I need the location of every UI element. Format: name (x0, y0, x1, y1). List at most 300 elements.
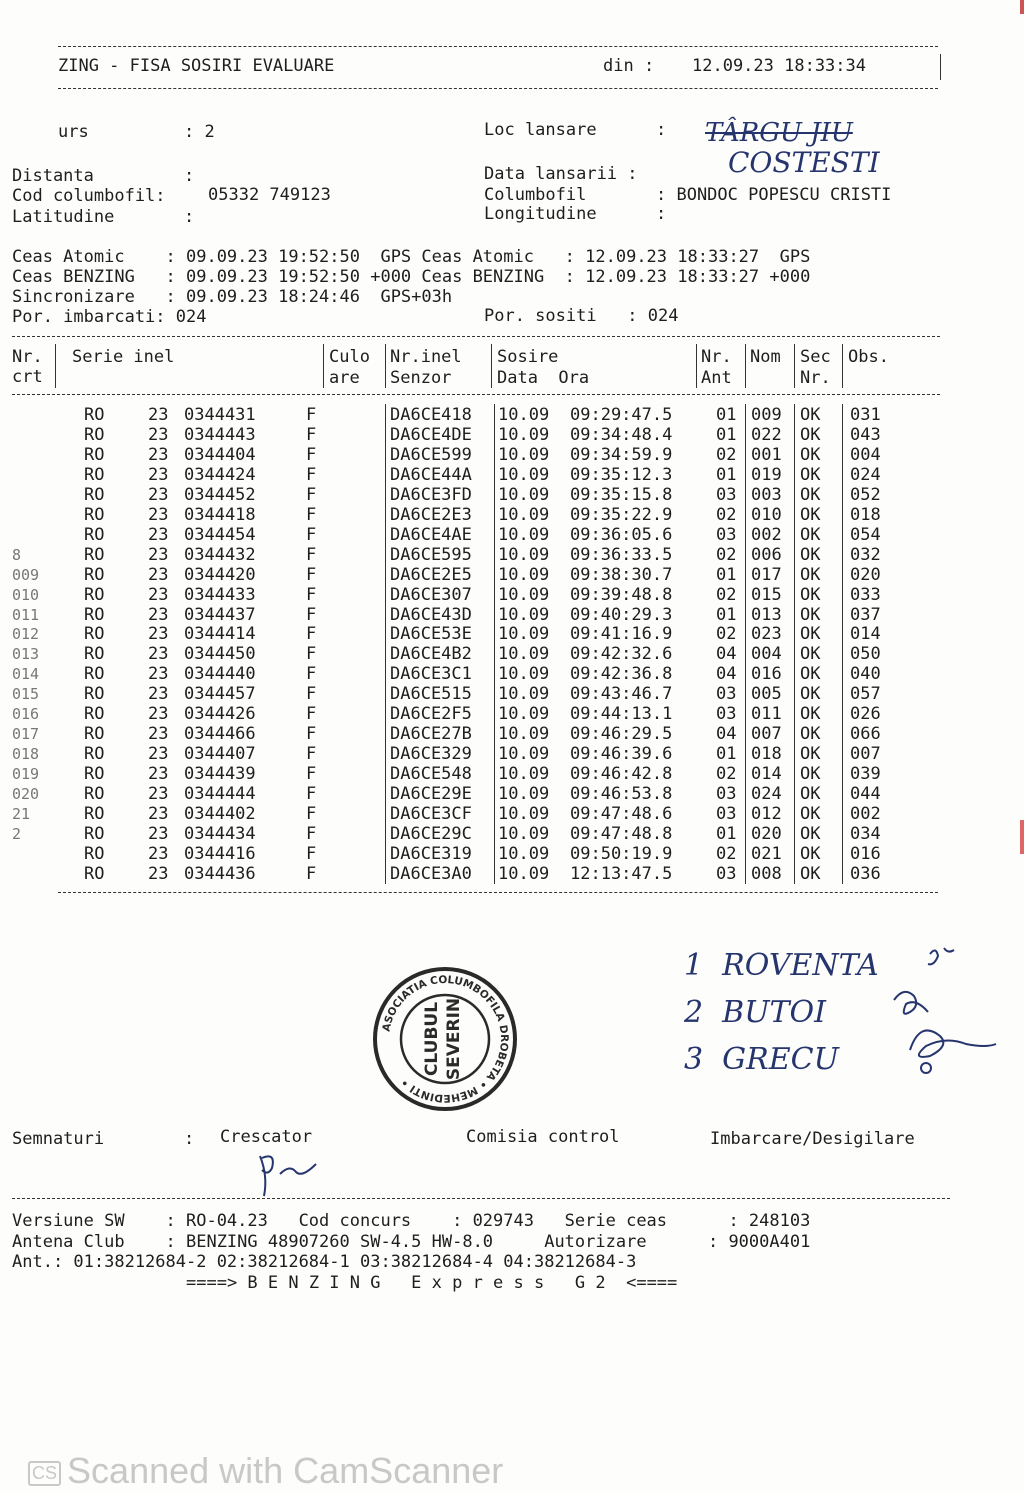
cell-senzor: DA6CE29E (390, 784, 472, 805)
footer-line-4: ====> B E N Z I N G E x p r e s s G 2 <==== (186, 1273, 678, 1293)
cell-obs: 052 (850, 484, 881, 505)
cell-an: 23 (148, 724, 169, 745)
cell-obs: 066 (850, 724, 881, 745)
col-obs-h: Obs. (848, 347, 889, 367)
cell-ora: 09:34:48.4 (570, 424, 673, 445)
table-top-rule (12, 336, 940, 337)
cell-data: 10.09 (498, 544, 550, 565)
cell-obs: 018 (850, 504, 881, 525)
cell-ant: 02 (716, 504, 737, 525)
cell-ora: 09:42:36.8 (570, 664, 673, 685)
cell-tara: RO (84, 704, 105, 725)
cell-obs: 002 (850, 804, 881, 824)
cell-an: 23 (148, 484, 169, 505)
cell-sec: OK (800, 604, 821, 625)
cell-tara: RO (84, 764, 105, 785)
cell-nom: 023 (751, 624, 782, 645)
cell-sec: OK (800, 764, 821, 785)
cell-obs: 050 (850, 644, 881, 665)
cell-nom: 020 (751, 823, 782, 844)
cell-sex: F (306, 524, 317, 545)
concurs-value: : 2 (184, 122, 215, 142)
cell-inel: 0344439 (184, 764, 256, 785)
cell-sex: F (306, 544, 317, 565)
cell-data: 10.09 (498, 843, 550, 864)
cell-obs: 014 (850, 624, 881, 645)
body-sep-nom (745, 404, 746, 884)
cell-ora: 09:47:48.8 (570, 823, 673, 844)
cell-tara: RO (84, 524, 105, 545)
cell-nom: 012 (751, 804, 782, 824)
cell-senzor: DA6CE53E (390, 624, 472, 645)
cell-nom: 004 (751, 644, 782, 665)
cell-obs: 036 (850, 863, 881, 884)
cell-sec: OK (800, 744, 821, 765)
cell-an: 23 (148, 664, 169, 685)
handwritten-signature-notes (880, 930, 1010, 1080)
header-date-value: 12.09.23 18:33:34 (692, 56, 866, 76)
cell-ora: 09:36:05.6 (570, 524, 673, 545)
cell-crt: 019 (12, 765, 40, 784)
cell-tara: RO (84, 684, 105, 705)
cell-sec: OK (800, 644, 821, 665)
cell-inel: 0344407 (184, 744, 256, 765)
cell-data: 10.09 (498, 524, 550, 545)
cell-sec: OK (800, 863, 821, 884)
club-stamp (372, 966, 518, 1112)
cell-ant: 04 (716, 664, 737, 685)
cell-ora: 09:43:46.7 (570, 684, 673, 705)
cell-ora: 09:29:47.5 (570, 405, 673, 425)
cell-senzor: DA6CE4B2 (390, 644, 472, 665)
cell-ant: 03 (716, 784, 737, 805)
cell-nom: 014 (751, 764, 782, 785)
cell-inel: 0344416 (184, 843, 256, 864)
columbofil-value: : BONDOC POPESCU CRISTI (656, 185, 892, 205)
cell-ant: 02 (716, 764, 737, 785)
cell-sec: OK (800, 724, 821, 745)
cell-ora: 09:35:22.9 (570, 504, 673, 525)
footer-line-3: Ant.: 01:38212684-2 02:38212684-1 03:38212684-4 04:38212684-3 (12, 1252, 637, 1272)
cell-sex: F (306, 405, 317, 425)
cell-crt: 014 (12, 665, 40, 684)
cell-obs: 007 (850, 744, 881, 765)
cell-sec: OK (800, 584, 821, 605)
distanta-label: Distanta (12, 166, 94, 186)
cell-sec: OK (800, 564, 821, 585)
edge-mark-middle (1020, 820, 1024, 854)
hdr-sep-4 (491, 344, 492, 388)
cell-senzor: DA6CE2F5 (390, 704, 472, 725)
cell-inel: 0344414 (184, 624, 256, 645)
cell-tara: RO (84, 584, 105, 605)
hdr-sep-8 (842, 344, 843, 388)
clock-row-benzing: Ceas BENZING : 09.09.23 19:52:50 +000 Ceas BENZING : 12.09.23 18:33:27 +000 (12, 267, 811, 287)
hdr-sep-7 (794, 344, 795, 388)
cell-ant: 02 (716, 843, 737, 864)
cell-sex: F (306, 704, 317, 725)
col-serie-inel-h: Serie inel (72, 347, 175, 367)
cell-data: 10.09 (498, 504, 550, 525)
distanta-sep: : (184, 166, 195, 186)
cell-inel: 0344440 (184, 664, 256, 685)
cell-senzor: DA6CE319 (390, 843, 472, 864)
cell-sex: F (306, 604, 317, 625)
cell-ant: 03 (716, 484, 737, 505)
cell-ant: 01 (716, 464, 737, 485)
latitudine-sep: : (184, 207, 195, 227)
cell-an: 23 (148, 684, 169, 705)
cell-crt: 015 (12, 685, 40, 704)
crescator-signature (250, 1146, 330, 1202)
cod-columbofil-label: Cod columbofil: (12, 186, 166, 206)
cell-nom: 021 (751, 843, 782, 864)
cell-an: 23 (148, 823, 169, 844)
cell-an: 23 (148, 504, 169, 525)
cell-sex: F (306, 784, 317, 805)
cell-data: 10.09 (498, 604, 550, 625)
cell-sex: F (306, 484, 317, 505)
cell-data: 10.09 (498, 624, 550, 645)
cell-sex: F (306, 444, 317, 465)
cell-nom: 006 (751, 544, 782, 565)
cell-ant: 04 (716, 644, 737, 665)
cell-data: 10.09 (498, 484, 550, 505)
cell-ora: 09:46:39.6 (570, 744, 673, 765)
cell-an: 23 (148, 843, 169, 864)
cell-crt: 018 (12, 745, 40, 764)
header-right-edge (940, 54, 941, 80)
cell-tara: RO (84, 724, 105, 745)
cell-sec: OK (800, 823, 821, 844)
cell-sec: OK (800, 484, 821, 505)
cell-sex: F (306, 863, 317, 884)
cell-sec: OK (800, 664, 821, 685)
cell-tara: RO (84, 424, 105, 445)
hdr-sep-1 (55, 344, 56, 388)
cell-data: 10.09 (498, 804, 550, 824)
signatures-sep: : (184, 1129, 195, 1149)
cell-nom: 016 (751, 664, 782, 685)
cell-data: 10.09 (498, 764, 550, 785)
cell-nom: 017 (751, 564, 782, 585)
cell-inel: 0344436 (184, 863, 256, 884)
cell-obs: 054 (850, 524, 881, 545)
cell-ant: 03 (716, 684, 737, 705)
cell-crt: 016 (12, 705, 40, 724)
cell-an: 23 (148, 704, 169, 725)
cell-nom: 002 (751, 524, 782, 545)
cell-obs: 034 (850, 823, 881, 844)
cell-senzor: DA6CE3C1 (390, 664, 472, 685)
cell-tara: RO (84, 544, 105, 565)
cell-obs: 033 (850, 584, 881, 605)
cell-obs: 024 (850, 464, 881, 485)
cell-inel: 0344420 (184, 564, 256, 585)
cell-sex: F (306, 684, 317, 705)
cell-an: 23 (148, 524, 169, 545)
cell-sex: F (306, 764, 317, 785)
cell-sec: OK (800, 405, 821, 425)
cell-ora: 09:47:48.6 (570, 804, 673, 824)
latitudine-label: Latitudine (12, 207, 115, 227)
cell-an: 23 (148, 804, 169, 824)
note-1: 1 ROVENTA (684, 948, 879, 983)
loc-lansare-label: Loc lansare (484, 120, 597, 140)
cell-sec: OK (800, 704, 821, 725)
cell-senzor: DA6CE3FD (390, 484, 472, 505)
cell-obs: 032 (850, 544, 881, 565)
cell-inel: 0344424 (184, 464, 256, 485)
cell-ora: 09:41:16.9 (570, 624, 673, 645)
scanner-watermark-text: Scanned with CamScanner (67, 1450, 504, 1491)
cell-an: 23 (148, 464, 169, 485)
cell-data: 10.09 (498, 724, 550, 745)
signature-comisia: Comisia control (466, 1127, 620, 1147)
cell-sec: OK (800, 444, 821, 465)
loc-lansare-sep: : (656, 120, 667, 140)
cell-senzor: DA6CE307 (390, 584, 472, 605)
stamp-inner-line1: CLUBUL (422, 1001, 442, 1077)
cell-ant: 02 (716, 584, 737, 605)
cell-tara: RO (84, 664, 105, 685)
cell-sec: OK (800, 524, 821, 545)
cell-ora: 09:46:53.8 (570, 784, 673, 805)
cell-inel: 0344437 (184, 604, 256, 625)
cell-inel: 0344450 (184, 644, 256, 665)
cell-ora: 09:46:29.5 (570, 724, 673, 745)
signatures-label: Semnaturi (12, 1129, 105, 1149)
footer-line-2: Antena Club : BENZING 48907260 SW-4.5 HW-8.0 Autorizare : 9000A401 (12, 1232, 811, 1252)
cell-inel: 0344444 (184, 784, 256, 805)
cell-ora: 09:42:32.6 (570, 644, 673, 665)
col-sec-h2: Nr. (800, 368, 831, 388)
col-nr-crt-h2: crt (12, 367, 43, 387)
hdr-sep-2 (323, 344, 324, 388)
cell-nom: 003 (751, 484, 782, 505)
cell-sec: OK (800, 544, 821, 565)
cell-sec: OK (800, 624, 821, 645)
cell-sec: OK (800, 804, 821, 824)
cell-tara: RO (84, 784, 105, 805)
cell-nom: 022 (751, 424, 782, 445)
cell-ant: 01 (716, 424, 737, 445)
cell-inel: 0344466 (184, 724, 256, 745)
cell-an: 23 (148, 764, 169, 785)
cell-sex: F (306, 464, 317, 485)
cell-sec: OK (800, 684, 821, 705)
header-title: ZING - FISA SOSIRI EVALUARE (58, 56, 335, 76)
cell-crt: 011 (12, 605, 40, 624)
cell-inel: 0344457 (184, 684, 256, 705)
cell-tara: RO (84, 823, 105, 844)
hdr-sep-6 (745, 344, 746, 388)
cell-crt: 010 (12, 585, 40, 604)
cell-an: 23 (148, 604, 169, 625)
cell-inel: 0344431 (184, 405, 256, 425)
cell-obs: 043 (850, 424, 881, 445)
cell-data: 10.09 (498, 684, 550, 705)
note-2: 2 BUTOI (684, 995, 826, 1030)
cell-ora: 09:44:13.1 (570, 704, 673, 725)
cell-obs: 037 (850, 604, 881, 625)
loc-lansare-struck: TÂRGU JIU (705, 118, 853, 148)
cell-ora: 09:36:33.5 (570, 544, 673, 565)
cell-sex: F (306, 843, 317, 864)
cell-tara: RO (84, 644, 105, 665)
cell-crt: 2 (12, 824, 22, 843)
cell-sec: OK (800, 424, 821, 445)
cell-an: 23 (148, 444, 169, 465)
cell-an: 23 (148, 584, 169, 605)
cell-data: 10.09 (498, 704, 550, 725)
cell-crt: 009 (12, 565, 40, 584)
por-imbarcati: Por. imbarcati: 024 (12, 307, 207, 327)
cell-ora: 09:40:29.3 (570, 604, 673, 625)
signature-imbarcare: Imbarcare/Desigilare (710, 1129, 915, 1149)
cell-senzor: DA6CE4DE (390, 424, 472, 445)
cell-inel: 0344402 (184, 804, 256, 824)
cell-an: 23 (148, 564, 169, 585)
cell-inel: 0344434 (184, 823, 256, 844)
cell-ant: 01 (716, 405, 737, 425)
cell-senzor: DA6CE3CF (390, 804, 472, 824)
cell-an: 23 (148, 863, 169, 884)
cell-ant: 04 (716, 724, 737, 745)
cell-senzor: DA6CE418 (390, 405, 472, 425)
cell-inel: 0344432 (184, 544, 256, 565)
cell-ant: 02 (716, 624, 737, 645)
cell-senzor: DA6CE595 (390, 544, 472, 565)
cell-ant: 03 (716, 863, 737, 884)
cell-sex: F (306, 724, 317, 745)
cell-data: 10.09 (498, 564, 550, 585)
cell-ant: 03 (716, 704, 737, 725)
col-nr-inel-h1: Nr.inel (390, 347, 462, 367)
cell-inel: 0344418 (184, 504, 256, 525)
cell-inel: 0344452 (184, 484, 256, 505)
table-header-rule (12, 394, 940, 395)
cell-nom: 007 (751, 724, 782, 745)
cod-columbofil-value: 05332 749123 (208, 185, 331, 205)
cell-sec: OK (800, 784, 821, 805)
cell-data: 10.09 (498, 424, 550, 445)
cell-obs: 026 (850, 704, 881, 725)
col-sosire-h2: Data Ora (497, 368, 590, 388)
cell-senzor: DA6CE3A0 (390, 863, 472, 884)
cell-sex: F (306, 584, 317, 605)
cell-senzor: DA6CE548 (390, 764, 472, 785)
cell-tara: RO (84, 564, 105, 585)
col-sec-h1: Sec (800, 347, 831, 367)
cell-obs: 040 (850, 664, 881, 685)
cell-senzor: DA6CE4AE (390, 524, 472, 545)
cell-nom: 018 (751, 744, 782, 765)
col-culoare-h1: Culo (329, 347, 370, 367)
cell-ora: 09:35:12.3 (570, 464, 673, 485)
cell-sex: F (306, 504, 317, 525)
cell-ant: 01 (716, 564, 737, 585)
cell-tara: RO (84, 804, 105, 824)
cell-tara: RO (84, 624, 105, 645)
cell-obs: 039 (850, 764, 881, 785)
cell-ant: 03 (716, 804, 737, 824)
cell-nom: 005 (751, 684, 782, 705)
cell-ora: 12:13:47.5 (570, 863, 673, 884)
col-nr-ant-h2: Ant (701, 368, 732, 388)
col-nr-crt-h1: Nr. (12, 347, 43, 367)
cell-obs: 044 (850, 784, 881, 805)
cell-an: 23 (148, 405, 169, 425)
cell-tara: RO (84, 504, 105, 525)
header-bottom-rule (58, 88, 938, 89)
col-nr-inel-h2: Senzor (390, 368, 452, 388)
data-lansarii-label: Data lansarii : (484, 164, 638, 184)
cell-sex: F (306, 624, 317, 645)
body-sep-sec (794, 404, 795, 884)
cell-crt: 013 (12, 645, 40, 664)
col-sosire-h1: Sosire (497, 347, 559, 367)
columbofil-label: Columbofil (484, 185, 587, 205)
cell-nom: 009 (751, 405, 782, 425)
signature-crescator: Crescator (220, 1127, 313, 1147)
col-nr-ant-h1: Nr. (701, 347, 732, 367)
cell-inel: 0344454 (184, 524, 256, 545)
concurs-label: urs (58, 122, 89, 142)
cell-nom: 013 (751, 604, 782, 625)
body-sep-obs (842, 404, 843, 884)
cell-an: 23 (148, 624, 169, 645)
cell-data: 10.09 (498, 584, 550, 605)
cell-ora: 09:50:19.9 (570, 843, 673, 864)
cell-data: 10.09 (498, 464, 550, 485)
note-3: 3 GRECU (684, 1042, 839, 1077)
cell-sec: OK (800, 464, 821, 485)
cell-an: 23 (148, 784, 169, 805)
cell-crt: 017 (12, 725, 40, 744)
cell-an: 23 (148, 544, 169, 565)
longitudine-label: Longitudine (484, 204, 597, 224)
camscanner-icon: CS (28, 1461, 61, 1486)
cell-senzor: DA6CE329 (390, 744, 472, 765)
cell-nom: 019 (751, 464, 782, 485)
body-sep-senzor (385, 404, 386, 884)
cell-tara: RO (84, 843, 105, 864)
cell-senzor: DA6CE2E3 (390, 504, 472, 525)
cell-ant: 01 (716, 744, 737, 765)
header-date-label: din : (603, 56, 655, 76)
cell-senzor: DA6CE2E5 (390, 564, 472, 585)
cell-crt: 8 (12, 545, 22, 564)
cell-ora: 09:39:48.8 (570, 584, 673, 605)
cell-data: 10.09 (498, 444, 550, 465)
cell-inel: 0344404 (184, 444, 256, 465)
cell-crt: 012 (12, 625, 40, 644)
cell-senzor: DA6CE515 (390, 684, 472, 705)
cell-senzor: DA6CE599 (390, 444, 472, 465)
header-top-rule (58, 46, 938, 47)
hdr-sep-5 (696, 344, 697, 388)
hdr-sep-3 (385, 344, 386, 388)
cell-obs: 031 (850, 405, 881, 425)
cell-ant: 02 (716, 444, 737, 465)
cell-sec: OK (800, 843, 821, 864)
cell-obs: 016 (850, 843, 881, 864)
longitudine-sep: : (656, 204, 667, 224)
table-bottom-rule (58, 892, 938, 893)
cell-tara: RO (84, 744, 105, 765)
cell-tara: RO (84, 484, 105, 505)
